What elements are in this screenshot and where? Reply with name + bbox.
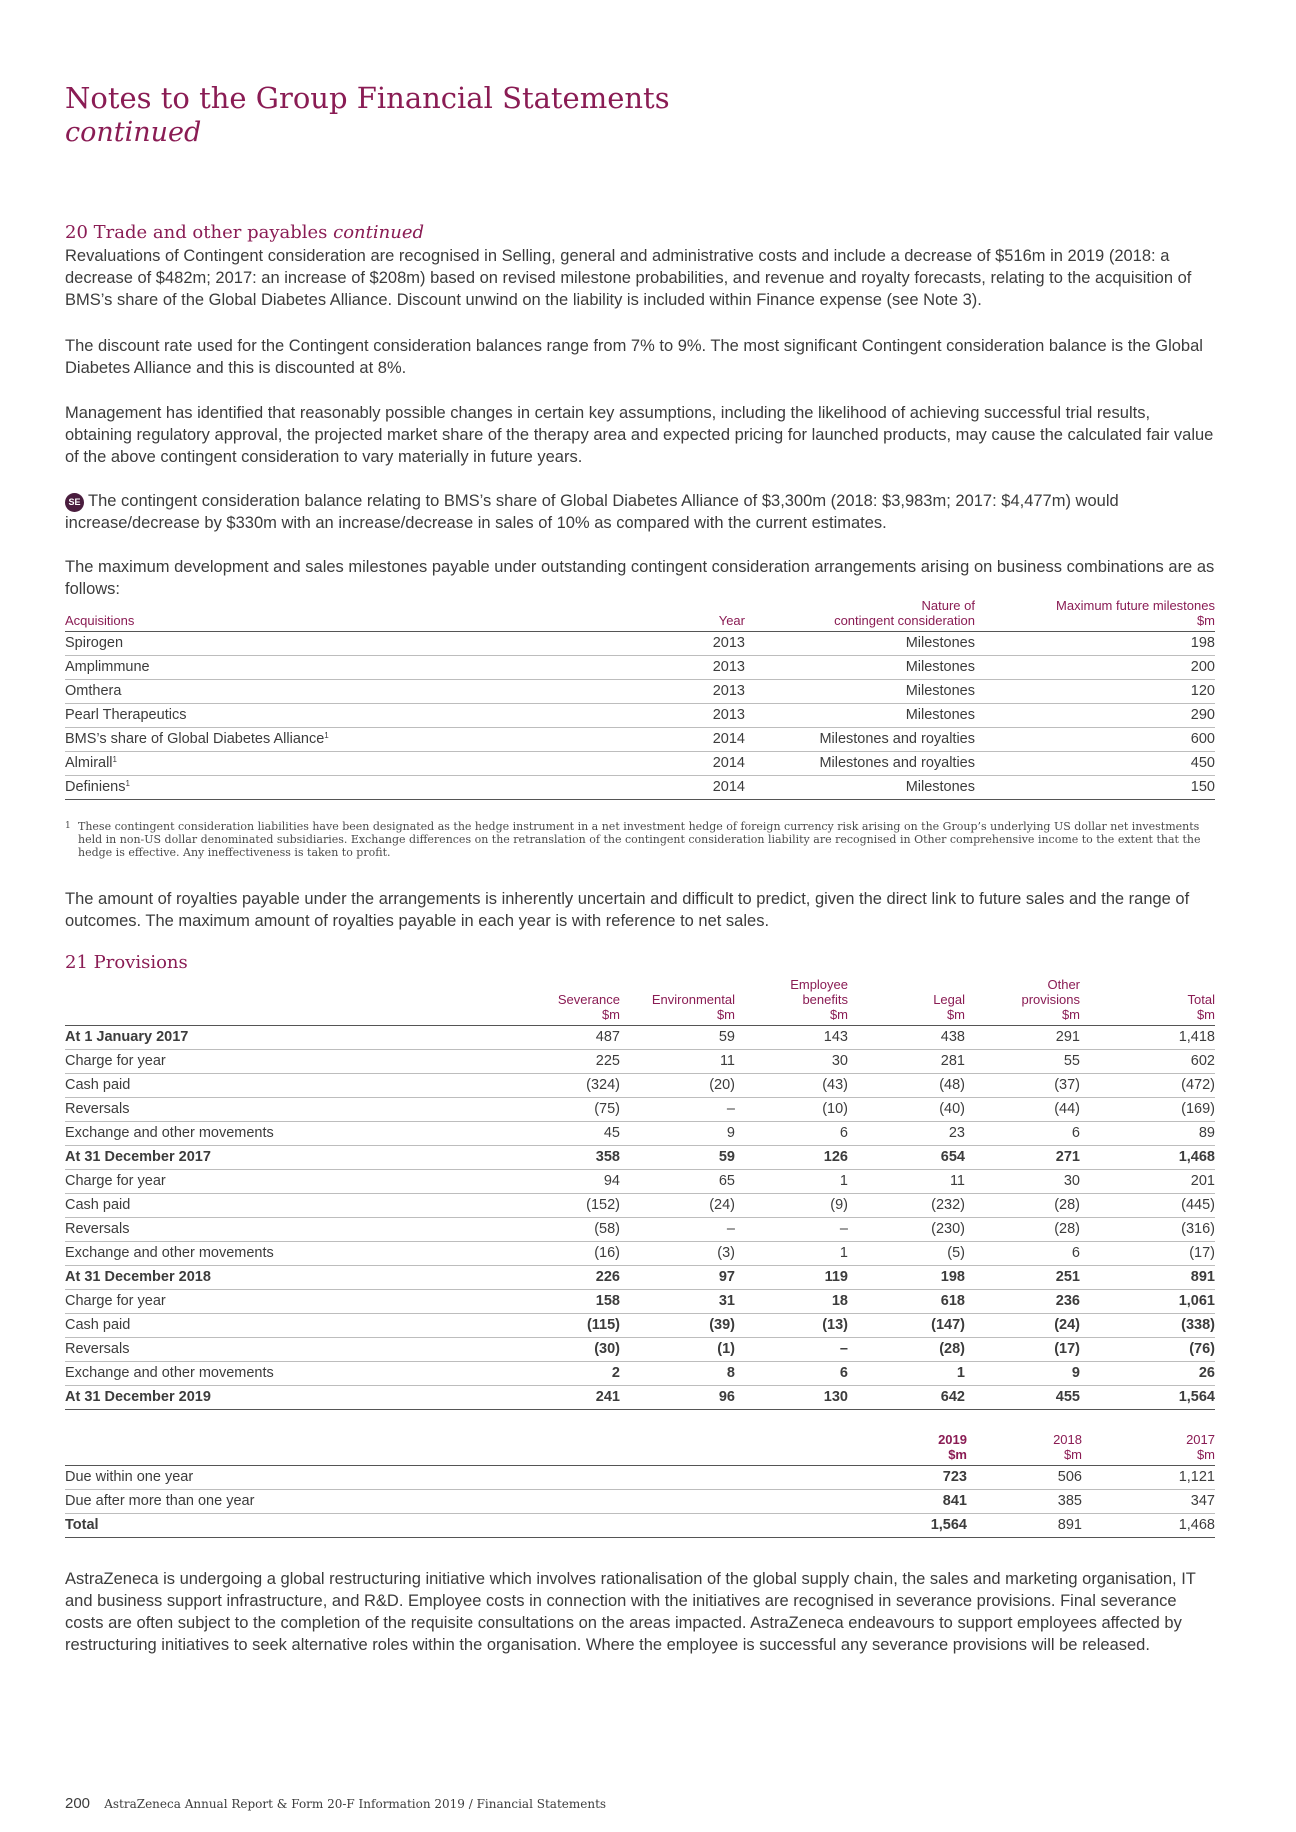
employee-benefits-value: 18 bbox=[735, 1290, 848, 1314]
col-environmental: Environmental $m bbox=[620, 977, 735, 1026]
table-row bbox=[65, 1362, 1215, 1386]
other-provisions-value: (28) bbox=[965, 1218, 1080, 1242]
other-provisions-value: 271 bbox=[965, 1146, 1080, 1170]
row-label: Charge for year bbox=[65, 1170, 505, 1194]
table-row bbox=[65, 728, 1215, 752]
severance-value: 358 bbox=[505, 1146, 620, 1170]
total-value: 1,468 bbox=[1080, 1146, 1215, 1170]
environmental-value: – bbox=[620, 1098, 735, 1122]
acquisition-year: 2013 bbox=[585, 704, 745, 728]
note21-heading: 21 Provisions bbox=[65, 952, 188, 973]
employee-benefits-value: 119 bbox=[735, 1266, 848, 1290]
note20-para6: The amount of royalties payable under the arrangements is inherently uncertain and difficult to predict, given the direct link to future sales and the range of outcomes. The maximum amount of royalties payable in each year is with reference to net sales. bbox=[65, 890, 1190, 930]
legal-value: 11 bbox=[848, 1170, 965, 1194]
note20-heading-continued: continued bbox=[333, 222, 425, 243]
other-provisions-value: 9 bbox=[965, 1362, 1080, 1386]
environmental-value: 8 bbox=[620, 1362, 735, 1386]
due-2019-value: 723 bbox=[850, 1466, 967, 1490]
table-row bbox=[65, 1122, 1215, 1146]
employee-benefits-value: 1 bbox=[735, 1242, 848, 1266]
consideration-nature: Milestones and royalties bbox=[745, 752, 975, 776]
total-value: (17) bbox=[1080, 1242, 1215, 1266]
row-label: Reversals bbox=[65, 1338, 505, 1362]
severance-value: (115) bbox=[505, 1314, 620, 1338]
table-row bbox=[65, 776, 1215, 800]
col-2018: 2018 $m bbox=[967, 1432, 1082, 1466]
total-value: (76) bbox=[1080, 1338, 1215, 1362]
employee-benefits-value: 143 bbox=[735, 1026, 848, 1050]
employee-benefits-value: 30 bbox=[735, 1050, 848, 1074]
employee-benefits-value: (10) bbox=[735, 1098, 848, 1122]
note20-para1: Revaluations of Contingent consideration are recognised in Selling, general and administrative costs and include a decrease of $516m in 2019 (2018: a decrease of $482m; 2017: an increase of $208m) based on revised milestone probabilities, and revenue and royalty forecasts, relating to the acquisition of BMS’s share of the Global Diabetes Alliance. Discount unwind on the liability is included within Finance expense (see Note 3). bbox=[65, 247, 1192, 309]
consideration-nature: Milestones bbox=[745, 680, 975, 704]
environmental-value: 9 bbox=[620, 1122, 735, 1146]
total-value: 89 bbox=[1080, 1122, 1215, 1146]
note20-para5: The maximum development and sales milestones payable under outstanding contingent consideration arrangements arising on business combinations are as follows: bbox=[65, 558, 1215, 598]
employee-benefits-value: 126 bbox=[735, 1146, 848, 1170]
row-label: Exchange and other movements bbox=[65, 1122, 505, 1146]
legal-value: 642 bbox=[848, 1386, 965, 1410]
table-row bbox=[65, 1490, 1215, 1514]
environmental-value: 59 bbox=[620, 1026, 735, 1050]
col-2017: 2017 $m bbox=[1082, 1432, 1215, 1466]
row-label: Reversals bbox=[65, 1098, 505, 1122]
other-provisions-value: 6 bbox=[965, 1242, 1080, 1266]
row-label: Cash paid bbox=[65, 1314, 505, 1338]
footnote bbox=[65, 820, 1205, 859]
col-legal: Legal $m bbox=[848, 977, 965, 1026]
note20-para2: The discount rate used for the Contingent consideration balances range from 7% to 9%. The most significant Contingent consideration balance is the Global Diabetes Alliance and this is discounted at 8%. bbox=[65, 337, 1203, 377]
table-row bbox=[65, 1314, 1215, 1338]
due-2019-value: 1,564 bbox=[850, 1514, 967, 1538]
legal-value: 281 bbox=[848, 1050, 965, 1074]
max-milestones: 200 bbox=[975, 656, 1215, 680]
due-2018-value: 506 bbox=[967, 1466, 1082, 1490]
table-row bbox=[65, 1218, 1215, 1242]
environmental-value: 11 bbox=[620, 1050, 735, 1074]
severance-value: 487 bbox=[505, 1026, 620, 1050]
legal-value: 23 bbox=[848, 1122, 965, 1146]
table-row bbox=[65, 1026, 1215, 1050]
legal-value: (230) bbox=[848, 1218, 965, 1242]
acquisition-name: BMS’s share of Global Diabetes Alliance$^1$ bbox=[65, 728, 585, 752]
total-value: (472) bbox=[1080, 1074, 1215, 1098]
row-label: Total bbox=[65, 1514, 850, 1538]
row-label: Exchange and other movements bbox=[65, 1362, 505, 1386]
due-2018-value: 891 bbox=[967, 1514, 1082, 1538]
acquisition-year: 2013 bbox=[585, 656, 745, 680]
table-row bbox=[65, 1242, 1215, 1266]
table-row bbox=[65, 1338, 1215, 1362]
max-milestones: 150 bbox=[975, 776, 1215, 800]
severance-value: 2 bbox=[505, 1362, 620, 1386]
legal-value: (5) bbox=[848, 1242, 965, 1266]
row-label: Due after more than one year bbox=[65, 1490, 850, 1514]
milestones-table bbox=[65, 598, 1215, 800]
row-label: Due within one year bbox=[65, 1466, 850, 1490]
table-row bbox=[65, 680, 1215, 704]
table-row bbox=[65, 1466, 1215, 1490]
environmental-value: (3) bbox=[620, 1242, 735, 1266]
page-title: Notes to the Group Financial Statements bbox=[65, 81, 670, 115]
acquisition-name: Spirogen bbox=[65, 632, 585, 656]
other-provisions-value: 291 bbox=[965, 1026, 1080, 1050]
environmental-value: 65 bbox=[620, 1170, 735, 1194]
legal-value: 1 bbox=[848, 1362, 965, 1386]
note20-para4-text: The contingent consideration balance relating to BMS’s share of Global Diabetes Alliance of $3,300m (2018: $3,983m; 2017: $4,477m) would increase/decrease by $330m with an increase/decrease in sales of 10% as compared with the current estimates. bbox=[65, 492, 1119, 532]
total-value: (338) bbox=[1080, 1314, 1215, 1338]
severance-value: (152) bbox=[505, 1194, 620, 1218]
other-provisions-value: (24) bbox=[965, 1314, 1080, 1338]
employee-benefits-value: 6 bbox=[735, 1362, 848, 1386]
employee-benefits-value: – bbox=[735, 1218, 848, 1242]
employee-benefits-value: (43) bbox=[735, 1074, 848, 1098]
footnote-ref: 1 bbox=[324, 731, 329, 740]
due-2019-value: 841 bbox=[850, 1490, 967, 1514]
consideration-nature: Milestones bbox=[745, 632, 975, 656]
row-label: At 31 December 2019 bbox=[65, 1386, 505, 1410]
total-value: 1,418 bbox=[1080, 1026, 1215, 1050]
due-table-header bbox=[65, 1432, 1215, 1466]
legal-value: 618 bbox=[848, 1290, 965, 1314]
legal-value: (48) bbox=[848, 1074, 965, 1098]
page-subtitle: continued bbox=[65, 117, 202, 148]
environmental-value: 97 bbox=[620, 1266, 735, 1290]
legal-value: (28) bbox=[848, 1338, 965, 1362]
legal-value: 438 bbox=[848, 1026, 965, 1050]
table-row bbox=[65, 1098, 1215, 1122]
note20-heading-text: 20 Trade and other payables bbox=[65, 222, 328, 243]
severance-value: (75) bbox=[505, 1098, 620, 1122]
legal-value: 654 bbox=[848, 1146, 965, 1170]
provisions-table-header bbox=[65, 977, 1215, 1026]
severance-value: 158 bbox=[505, 1290, 620, 1314]
environmental-value: (24) bbox=[620, 1194, 735, 1218]
severance-value: 241 bbox=[505, 1386, 620, 1410]
table-row bbox=[65, 1050, 1215, 1074]
other-provisions-value: 236 bbox=[965, 1290, 1080, 1314]
acquisition-year: 2013 bbox=[585, 680, 745, 704]
table-row bbox=[65, 656, 1215, 680]
consideration-nature: Milestones and royalties bbox=[745, 728, 975, 752]
milestones-table-header bbox=[65, 598, 1215, 632]
severance-value: (30) bbox=[505, 1338, 620, 1362]
note20-para3: Management has identified that reasonably possible changes in certain key assumptions, including the likelihood of achieving successful trial results, obtaining regulatory approval, the projected market share of the therapy area and expected pricing for launched products, may cause the calculated fair value of the above contingent consideration to vary materially in future years. bbox=[65, 404, 1214, 466]
environmental-value: 59 bbox=[620, 1146, 735, 1170]
total-value: 26 bbox=[1080, 1362, 1215, 1386]
total-value: 891 bbox=[1080, 1266, 1215, 1290]
table-row bbox=[65, 1146, 1215, 1170]
severance-value: 226 bbox=[505, 1266, 620, 1290]
severance-value: (324) bbox=[505, 1074, 620, 1098]
other-provisions-value: (17) bbox=[965, 1338, 1080, 1362]
severance-value: 94 bbox=[505, 1170, 620, 1194]
table-row bbox=[65, 1194, 1215, 1218]
legal-value: (40) bbox=[848, 1098, 965, 1122]
table-row bbox=[65, 704, 1215, 728]
provisions-table bbox=[65, 977, 1215, 1410]
other-provisions-value: 6 bbox=[965, 1122, 1080, 1146]
severance-value: (16) bbox=[505, 1242, 620, 1266]
environmental-value: 31 bbox=[620, 1290, 735, 1314]
col-acquisitions: Acquisitions bbox=[65, 598, 585, 632]
footer-text: AstraZeneca Annual Report & Form 20-F Information 2019 / Financial Statements bbox=[104, 1797, 607, 1811]
col-2019: 2019 $m bbox=[850, 1432, 967, 1466]
severance-value: (58) bbox=[505, 1218, 620, 1242]
table-row bbox=[65, 1074, 1215, 1098]
acquisition-name: Pearl Therapeutics bbox=[65, 704, 585, 728]
consideration-nature: Milestones bbox=[745, 704, 975, 728]
severance-value: 45 bbox=[505, 1122, 620, 1146]
total-value: 1,564 bbox=[1080, 1386, 1215, 1410]
other-provisions-value: (28) bbox=[965, 1194, 1080, 1218]
environmental-value: 96 bbox=[620, 1386, 735, 1410]
note20-heading bbox=[65, 222, 1215, 244]
col-employee-benefits: Employee benefits $m bbox=[735, 977, 848, 1026]
environmental-value: (1) bbox=[620, 1338, 735, 1362]
table-row bbox=[65, 752, 1215, 776]
page-footer bbox=[65, 1795, 606, 1812]
row-label: Cash paid bbox=[65, 1194, 505, 1218]
footnote-number: 1 bbox=[65, 821, 71, 831]
acquisition-name: Almirall$^1$ bbox=[65, 752, 585, 776]
environmental-value: (39) bbox=[620, 1314, 735, 1338]
table-row bbox=[65, 632, 1215, 656]
max-milestones: 450 bbox=[975, 752, 1215, 776]
severance-value: 225 bbox=[505, 1050, 620, 1074]
row-label: Charge for year bbox=[65, 1050, 505, 1074]
due-2017-value: 347 bbox=[1082, 1490, 1215, 1514]
acquisition-name: Amplimmune bbox=[65, 656, 585, 680]
employee-benefits-value: – bbox=[735, 1338, 848, 1362]
max-milestones: 198 bbox=[975, 632, 1215, 656]
environmental-value: – bbox=[620, 1218, 735, 1242]
total-value: 1,061 bbox=[1080, 1290, 1215, 1314]
col-nature: Nature of contingent consideration bbox=[745, 598, 975, 632]
row-label: Cash paid bbox=[65, 1074, 505, 1098]
total-value: 602 bbox=[1080, 1050, 1215, 1074]
other-provisions-value: 251 bbox=[965, 1266, 1080, 1290]
col-year: Year bbox=[585, 598, 745, 632]
col-other-provisions: Other provisions $m bbox=[965, 977, 1080, 1026]
acquisition-name: Omthera bbox=[65, 680, 585, 704]
acquisition-year: 2014 bbox=[585, 728, 745, 752]
max-milestones: 120 bbox=[975, 680, 1215, 704]
max-milestones: 290 bbox=[975, 704, 1215, 728]
total-value: (445) bbox=[1080, 1194, 1215, 1218]
row-label: At 31 December 2018 bbox=[65, 1266, 505, 1290]
note20-para4 bbox=[65, 490, 1215, 534]
employee-benefits-value: (13) bbox=[735, 1314, 848, 1338]
max-milestones: 600 bbox=[975, 728, 1215, 752]
note21-para: AstraZeneca is undergoing a global restructuring initiative which involves rationalisation of the global supply chain, the sales and marketing organisation, IT and business support infrastructure, and R&D. Employee costs in connection with the initiatives are recognised in severance provisions. Final severance costs are often subject to the completion of the requisite consultations on the areas impacted. AstraZeneca endeavours to support employees affected by restructuring initiatives to seek alternative roles within the organisation. Where the employee is successful any severance provisions will be released. bbox=[65, 1570, 1196, 1654]
employee-benefits-value: 6 bbox=[735, 1122, 848, 1146]
total-value: (316) bbox=[1080, 1218, 1215, 1242]
page-number: 200 bbox=[65, 1795, 91, 1812]
provisions-table-wrap bbox=[65, 977, 1215, 1410]
environmental-value: (20) bbox=[620, 1074, 735, 1098]
consideration-nature: Milestones bbox=[745, 776, 975, 800]
other-provisions-value: (44) bbox=[965, 1098, 1080, 1122]
col-total: Total $m bbox=[1080, 977, 1215, 1026]
acquisition-name: Definiens$^1$ bbox=[65, 776, 585, 800]
row-label: At 1 January 2017 bbox=[65, 1026, 505, 1050]
other-provisions-value: 455 bbox=[965, 1386, 1080, 1410]
table-row bbox=[65, 1170, 1215, 1194]
footnote-ref: 1 bbox=[125, 779, 130, 788]
due-table bbox=[65, 1432, 1215, 1538]
legal-value: (232) bbox=[848, 1194, 965, 1218]
acquisition-year: 2014 bbox=[585, 752, 745, 776]
row-label: Reversals bbox=[65, 1218, 505, 1242]
consideration-nature: Milestones bbox=[745, 656, 975, 680]
footnote-ref: 1 bbox=[112, 755, 117, 764]
col-max-milestones: Maximum future milestones $m bbox=[975, 598, 1215, 632]
total-value: (169) bbox=[1080, 1098, 1215, 1122]
other-provisions-value: (37) bbox=[965, 1074, 1080, 1098]
table-row bbox=[65, 1386, 1215, 1410]
table-row bbox=[65, 1290, 1215, 1314]
table-row bbox=[65, 1514, 1215, 1538]
legal-value: 198 bbox=[848, 1266, 965, 1290]
due-table-wrap bbox=[65, 1432, 1215, 1538]
se-badge-icon: SE bbox=[65, 493, 84, 512]
milestones-table-wrap bbox=[65, 598, 1215, 800]
total-value: 201 bbox=[1080, 1170, 1215, 1194]
row-label: Exchange and other movements bbox=[65, 1242, 505, 1266]
footnote-text: These contingent consideration liabilities have been designated as the hedge instrument in a net investment hedge of foreign currency risk arising on the Group’s underlying US dollar net investments held in non-US dollar denominated subsidiaries. Exchange differences on the retranslation of the contingent consideration liability are recognised in Other comprehensive income to the extent that the hedge is effective. Any ineffectiveness is taken to profit. bbox=[78, 820, 1201, 859]
acquisition-year: 2013 bbox=[585, 632, 745, 656]
due-2017-value: 1,468 bbox=[1082, 1514, 1215, 1538]
due-2018-value: 385 bbox=[967, 1490, 1082, 1514]
row-label: Charge for year bbox=[65, 1290, 505, 1314]
employee-benefits-value: (9) bbox=[735, 1194, 848, 1218]
other-provisions-value: 30 bbox=[965, 1170, 1080, 1194]
other-provisions-value: 55 bbox=[965, 1050, 1080, 1074]
employee-benefits-value: 1 bbox=[735, 1170, 848, 1194]
due-2017-value: 1,121 bbox=[1082, 1466, 1215, 1490]
employee-benefits-value: 130 bbox=[735, 1386, 848, 1410]
row-label: At 31 December 2017 bbox=[65, 1146, 505, 1170]
col-severance: Severance $m bbox=[505, 977, 620, 1026]
table-row bbox=[65, 1266, 1215, 1290]
legal-value: (147) bbox=[848, 1314, 965, 1338]
acquisition-year: 2014 bbox=[585, 776, 745, 800]
